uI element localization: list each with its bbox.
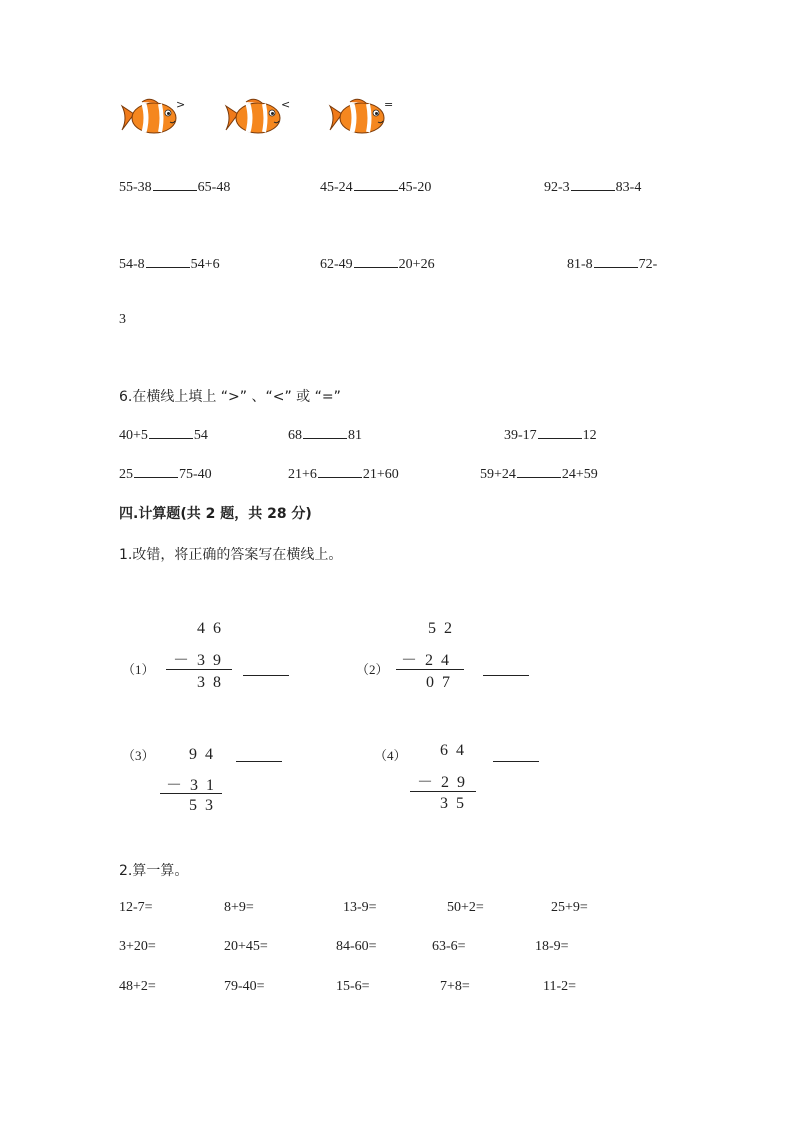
sum-line	[410, 791, 476, 792]
fish-icon	[224, 98, 284, 138]
problem-label: （4）	[374, 748, 407, 763]
answer-blank[interactable]	[149, 426, 193, 439]
answer-blank[interactable]	[354, 255, 398, 268]
compare-wrap-text: 3	[119, 312, 126, 327]
wrong-result: 5 3	[189, 797, 215, 814]
subtrahend: － 3 1	[166, 777, 217, 794]
sum-line	[166, 669, 232, 670]
minuend: 9 4	[189, 746, 215, 763]
fish-icon	[328, 98, 388, 138]
answer-blank[interactable]	[594, 255, 638, 268]
calc-item: 3+20=	[119, 939, 156, 954]
sum-line	[160, 793, 222, 794]
problem-label: （1）	[122, 662, 155, 677]
calc-item: 12-7=	[119, 900, 153, 915]
fish-sign: >	[176, 98, 186, 111]
calc-item: 18-9=	[535, 939, 569, 954]
answer-blank[interactable]	[318, 465, 362, 478]
fish-sign: <	[281, 98, 291, 111]
problem-label: （2）	[356, 662, 389, 677]
answer-blank[interactable]	[354, 178, 398, 191]
section-4-title: 四.计算题(共 2 题，共 28 分)	[119, 506, 312, 522]
calc-item: 20+45=	[224, 939, 268, 954]
minuend: 5 2	[428, 620, 454, 637]
answer-blank[interactable]	[134, 465, 178, 478]
question-1-title: 1.改错，将正确的答案写在横线上。	[119, 547, 343, 563]
compare-item: 92-3 83-4	[544, 180, 642, 195]
answer-blank[interactable]	[493, 761, 539, 762]
compare-item: 81-8 72-	[567, 257, 658, 272]
answer-blank[interactable]	[517, 465, 561, 478]
question-2-title: 2.算一算。	[119, 863, 189, 879]
compare-item: 68 81	[288, 428, 362, 443]
compare-item: 39-17 12	[504, 428, 597, 443]
wrong-result: 3 8	[197, 674, 223, 691]
wrong-result: 0 7	[426, 674, 452, 691]
calc-item: 50+2=	[447, 900, 484, 915]
answer-blank[interactable]	[153, 178, 197, 191]
compare-item: 40+5 54	[119, 428, 208, 443]
calc-item: 79-40=	[224, 979, 265, 994]
calc-item: 7+8=	[440, 979, 470, 994]
question-6-title: 6.在横线上填上 “>” 、“<” 或 “=”	[119, 389, 341, 405]
subtrahend: － 2 9	[417, 774, 468, 791]
answer-blank[interactable]	[538, 426, 582, 439]
answer-blank[interactable]	[483, 675, 529, 676]
fish-icon	[120, 98, 180, 138]
compare-item: 55-38 65-48	[119, 180, 231, 195]
wrong-result: 3 5	[440, 795, 466, 812]
calc-item: 48+2=	[119, 979, 156, 994]
compare-item: 45-24 45-20	[320, 180, 432, 195]
fish-sign: =	[384, 98, 394, 111]
compare-item: 62-49 20+26	[320, 257, 435, 272]
calc-item: 84-60=	[336, 939, 377, 954]
compare-item: 54-8 54+6	[119, 257, 220, 272]
calc-item: 63-6=	[432, 939, 466, 954]
compare-item: 21+6 21+60	[288, 467, 399, 482]
subtrahend: － 2 4	[401, 652, 452, 669]
calc-item: 13-9=	[343, 900, 377, 915]
minuend: 6 4	[440, 742, 466, 759]
answer-blank[interactable]	[243, 675, 289, 676]
calc-item: 25+9=	[551, 900, 588, 915]
problem-label: （3）	[122, 748, 155, 763]
answer-blank[interactable]	[236, 761, 282, 762]
answer-blank[interactable]	[303, 426, 347, 439]
calc-item: 15-6=	[336, 979, 370, 994]
answer-blank[interactable]	[146, 255, 190, 268]
calc-item: 8+9=	[224, 900, 254, 915]
minuend: 4 6	[197, 620, 223, 637]
compare-item: 25 75-40	[119, 467, 212, 482]
calc-item: 11-2=	[543, 979, 577, 994]
sum-line	[396, 669, 464, 670]
answer-blank[interactable]	[571, 178, 615, 191]
compare-item: 59+24 24+59	[480, 467, 598, 482]
subtrahend: － 3 9	[173, 652, 224, 669]
